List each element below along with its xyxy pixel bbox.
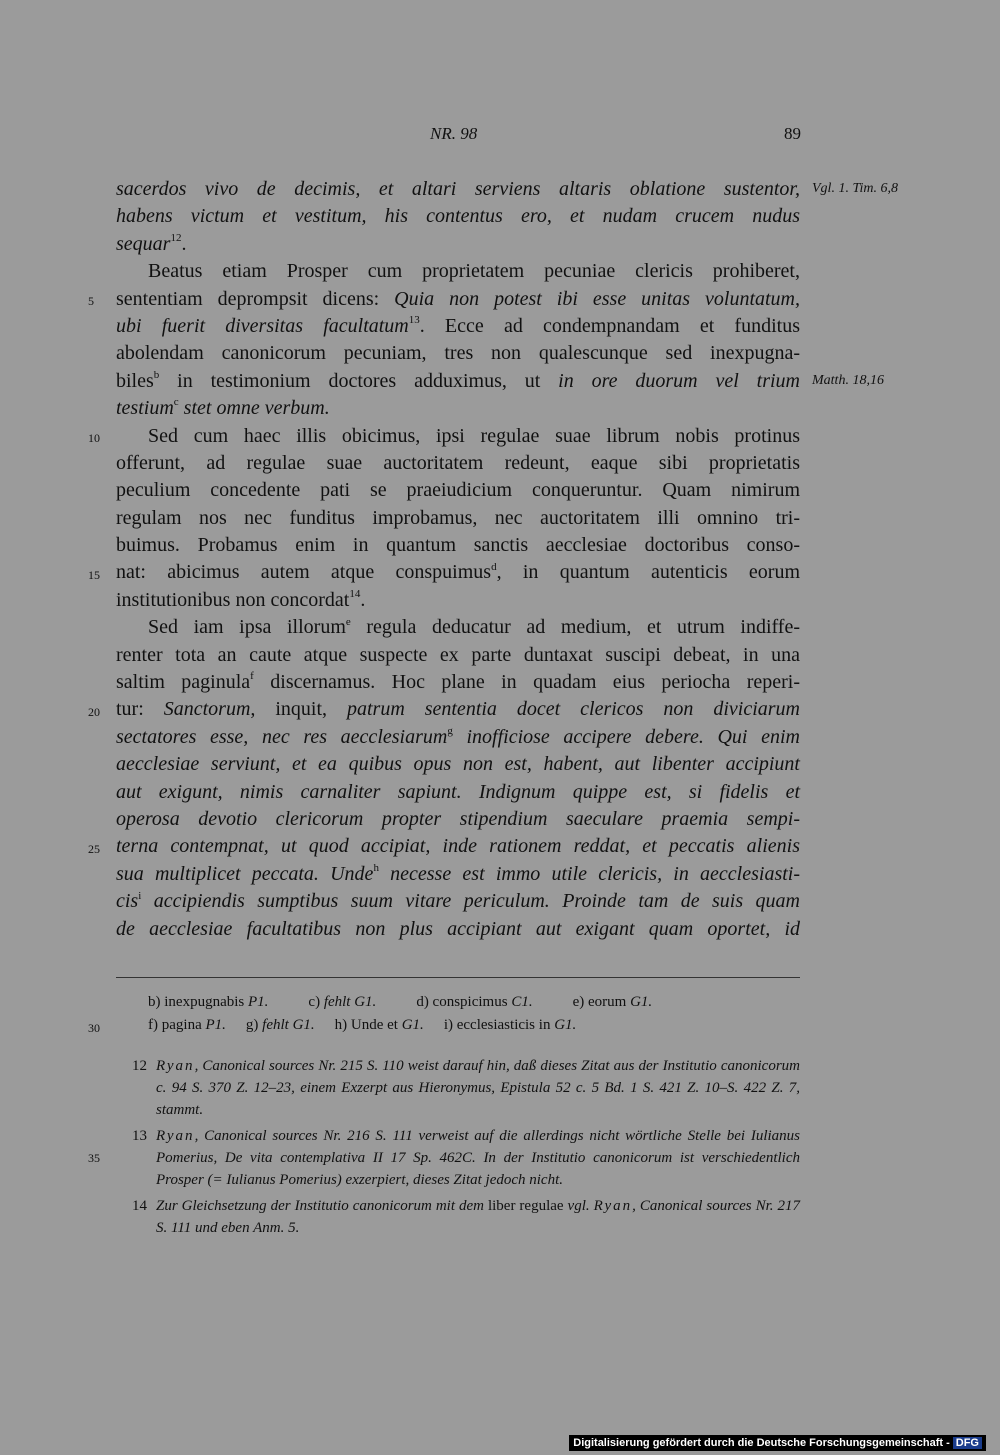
footnote-rule: [116, 977, 800, 978]
footnotes: [132, 1055, 800, 1239]
text-line: sententiam deprompsit dicens: Quia non potest ibi esse unitas voluntatum,: [116, 287, 800, 310]
text-line: Sed iam ipsa illorum$^e$ regula deducatur ad medium, et utrum indiffe-: [148, 615, 801, 639]
running-header-title: NR. 98: [430, 124, 478, 143]
text-line: testium$^c$ stet omne verbum.: [116, 396, 330, 420]
text-line: sacerdos vivo de decimis, et altari serviens altaris oblatione sustentor,: [116, 178, 800, 200]
line-number-25: 25: [88, 841, 100, 856]
text-line: ubi fuerit diversitas facultatum$^{13}$. Ecce ad condempnandam et funditus: [116, 314, 800, 337]
footnote-text: Zur Gleichsetzung der Institutio canonicorum mit dem liber regulae vgl. Ryan, Canonical sources Nr. 217 S. 111 und eben Anm. 5.: [156, 1198, 801, 1236]
text-line: sequar$^{12}$.: [116, 232, 187, 255]
apparatus-entry: e) eorum G1.: [572, 994, 653, 1010]
line-number-35: 35: [88, 1151, 100, 1165]
footnote-number: 12: [132, 1058, 147, 1074]
apparatus-entry: d) conspicimus C1.: [416, 994, 533, 1010]
text-line: cis$^i$ accipiendis sumptibus suum vitare periculum. Proinde tam de suis quam: [116, 889, 800, 913]
text-line: abolendam canonicorum pecuniam, tres non qualescunque sed inexpugna-: [116, 342, 800, 365]
dfg-logo: DFG: [953, 1437, 982, 1449]
footnote-14: [132, 1195, 800, 1239]
apparatus-entry: f) pagina P1.: [148, 1017, 226, 1033]
line-number-5: 5: [88, 293, 94, 308]
text-line: aut exigunt, nimis carnaliter sapiunt. Indignum quippe est, si fidelis et: [116, 780, 800, 803]
text-line: Sed cum haec illis obicimus, ipsi regulae suae librum nobis protinus: [148, 424, 800, 447]
text-line: aecclesiae serviunt, et ea quibus opus non est, habent, aut libenter accipiunt: [116, 753, 800, 776]
line-number-30: 30: [88, 1021, 100, 1035]
text-line: institutionibus non concordat$^{14}$.: [116, 588, 366, 611]
text-line: regulam nos nec funditus improbamus, nec auctoritatem illi omnino tri-: [116, 506, 800, 529]
dfg-footer: [569, 1435, 986, 1451]
text-line: operosa devotio clericorum propter stipendium saeculare praemia sempi-: [116, 807, 800, 830]
text-line: habens victum et vestitum, his contentus ero, et nudam crucem nudus: [116, 205, 800, 228]
text-line: sua multiplicet peccata. Unde$^h$ necesse est immo utile clericis, in aecclesiasti-: [116, 862, 801, 885]
apparatus-entry: h) Unde et G1.: [334, 1017, 424, 1033]
footnote-number: 14: [132, 1198, 147, 1214]
footnote-13: [132, 1125, 800, 1191]
text-line: tur: Sanctorum, inquit, patrum sententia docet clericos non diviciarum: [116, 698, 801, 721]
text-line: peculium concedente pati se praeiudicium conqueruntur. Quam nimirum: [116, 479, 800, 502]
apparatus-entry: b) inexpugnabis P1.: [148, 994, 269, 1010]
margin-reference: Matth. 18,16: [812, 372, 884, 388]
apparatus-line-2: [148, 1017, 576, 1034]
line-number-10: 10: [88, 430, 100, 445]
line-number-15: 15: [88, 567, 100, 582]
apparatus-entry: i) ecclesiasticis in G1.: [443, 1017, 577, 1033]
text-line: biles$^b$ in testimonium doctores adduximus, ut in ore duorum vel trium: [116, 369, 800, 392]
footnote-text: Ryan, Canonical sources Nr. 216 S. 111 verweist auf die allerdings nicht wörtliche Stelle bei Iulianus Pomerius, De vita contemplativa II 17 Sp. 462C. In der Institutio canonicorum ist verschiedentlich Prosper (= Iulianus Pomerius) exzerpiert, dieses Zitat jedoch nicht.: [156, 1128, 800, 1188]
page-number: 89: [784, 124, 801, 143]
footnote-text: Ryan, Canonical sources Nr. 215 S. 110 weist darauf hin, daß dieses Zitat aus der Institutio canonicorum c. 94 S. 370 Z. 12–23, einem Exzerpt aus Hieronymus, Epistula 52 c. 5 Bd. 1 S. 421 Z. 10–S. 422 Z. 7, stammt.: [156, 1058, 800, 1118]
text-line: buimus. Probamus enim in quantum sanctis aecclesiae doctoribus conso-: [116, 534, 800, 557]
footnote-number: 13: [132, 1128, 147, 1144]
footnote-12: [132, 1055, 800, 1121]
apparatus-entry: c) fehlt G1.: [308, 994, 377, 1010]
line-number-20: 20: [88, 704, 100, 719]
footer-text: Digitalisierung gefördert durch die Deutsche Forschungsgemeinschaft -: [573, 1437, 950, 1449]
main-text: [116, 176, 800, 943]
text-line: Beatus etiam Prosper cum proprietatem pecuniae clericis prohiberet,: [148, 260, 800, 283]
text-line: nat: abicimus autem atque conspuimus$^d$, in quantum autenticis eorum: [116, 560, 800, 584]
apparatus-entry: g) fehlt G1.: [245, 1017, 315, 1033]
text-line: de aecclesiae facultatibus non plus accipiant aut exigant quam oportet, id: [116, 917, 800, 940]
text-line: saltim paginula$^f$ discernamus. Hoc plane in quadam eius periocha reperi-: [116, 670, 800, 694]
text-line: terna contempnat, ut quod accipiat, inde rationem reddat, et peccatis alienis: [116, 835, 800, 858]
apparatus-line-1: [148, 994, 652, 1011]
margin-reference: Vgl. 1. Tim. 6,8: [812, 181, 898, 196]
text-line: renter tota an caute atque suspecte ex parte duntaxat suscipi debeat, in una: [116, 643, 800, 666]
text-line: sectatores esse, nec res aecclesiarum$^g$ inofficiose accipere debere. Qui enim: [116, 725, 800, 748]
text-line: offerunt, ad regulae suae auctoritatem redeunt, eaque sibi proprietatis: [116, 451, 800, 474]
